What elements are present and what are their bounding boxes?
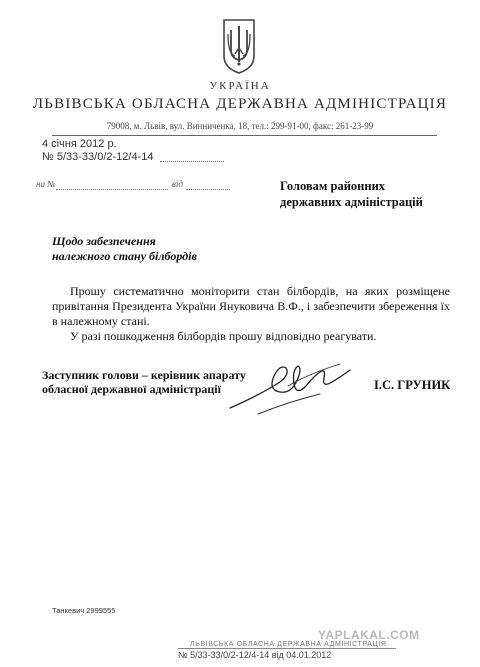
handwritten-signature	[228, 356, 352, 418]
letter-subject	[52, 234, 197, 264]
body-paragraph: Прошу систематично моніторити стан білбордів, на яких розміщене привітання Президента України Януковича В.Ф., і забезпечити збереження їх в належному стані.	[52, 284, 450, 328]
site-watermark: YAPLAKAL.COM	[318, 628, 420, 642]
signatory-position-line: обласної державної адміністрації	[42, 382, 221, 396]
body-paragraph: У разі пошкодження білбордів прошу відповідно реагувати.	[70, 329, 377, 343]
reply-date-dotline	[186, 189, 230, 190]
signatory-position-line: Заступник голови – керівник апарату	[42, 368, 246, 382]
registration-stamp-number: № 5/33-33/0/2-12/4-14 від 04.01.2012	[178, 650, 332, 660]
signatory-name: І.С. ГРУНИК	[374, 378, 451, 392]
addressee	[280, 178, 423, 210]
executor-note: Танкевич 2999555	[52, 606, 116, 615]
registration-number: № 5/33-33/0/2-12/4-14	[42, 151, 154, 163]
reg-number-dotline	[160, 161, 224, 162]
reply-number-dotline	[56, 189, 168, 190]
addressee-line: Головам районних	[280, 179, 386, 193]
subject-line: Щодо забезпечення	[52, 234, 156, 248]
subject-line: належного стану білбордів	[52, 249, 197, 263]
organization-heading: ЛЬВІВСЬКА ОБЛАСНА ДЕРЖАВНА АДМІНІСТРАЦІЯ	[32, 96, 448, 112]
reply-date-label: від	[172, 179, 183, 189]
registration-stamp-divider	[178, 648, 396, 649]
signatory-position	[42, 368, 246, 396]
reply-number-label: на №	[36, 179, 56, 189]
addressee-line: державних адміністрацій	[280, 195, 423, 209]
organization-address: 79008, м. Львів, вул. Винниченка, 18, тел.: 299-91-00, факс: 261-23-99	[106, 121, 374, 131]
document-date: 4 січня 2012 р.	[42, 138, 117, 150]
country-heading: УКРАЇНА	[209, 80, 271, 92]
registration-stamp-org: ЛЬВІВСЬКА ОБЛАСНА ДЕРЖАВНА АДМІНІСТРАЦІЯ	[190, 641, 387, 648]
header-divider	[52, 135, 437, 136]
coat-of-arms-icon	[222, 18, 256, 74]
